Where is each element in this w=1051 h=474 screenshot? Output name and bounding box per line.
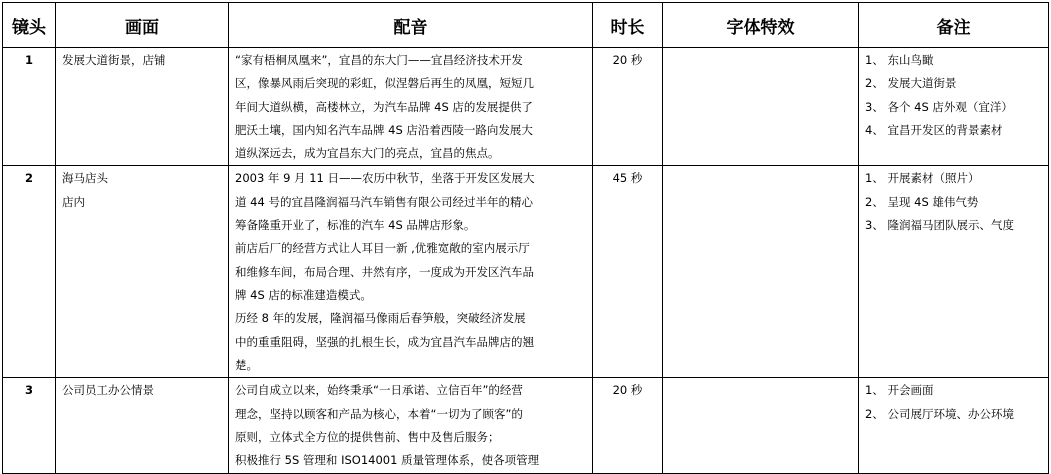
voiceover-line: 楚。 [235, 357, 258, 372]
duration-value: 20 秒 [612, 53, 643, 67]
voiceover-line: 道 44 号的宜昌隆润福马汽车销售有限公司经过半年的精心 [235, 194, 533, 209]
storyboard-table [2, 2, 1049, 474]
table-row [3, 48, 1049, 166]
voiceover-cell [229, 166, 593, 378]
voiceover-line: 年间大道纵横，高楼林立，为汽车品牌 4S 店的发展提供了 [235, 99, 533, 114]
voiceover-line: 公司自成立以来，始终秉承“一日承诺、立信百年”的经营 [235, 383, 523, 398]
header-duration: 时长 [593, 3, 663, 48]
duration-value: 45 秒 [612, 171, 643, 186]
font-effects-value [669, 379, 852, 402]
scene-line: 海马店头 [62, 171, 108, 186]
voiceover-line: 和维修车间，布局合理、井然有序，一度成为开发区汽车品 [235, 264, 534, 279]
voiceover-cell [229, 378, 593, 474]
note-item: 3、 隆润福马团队展示、气度 [865, 218, 1014, 233]
shot-number: 3 [24, 383, 33, 398]
scene-cell [56, 378, 229, 474]
voiceover-cell [229, 48, 593, 166]
note-item: 2、 呈现 4S 雄伟气势 [865, 194, 979, 209]
notes-cell [859, 378, 1049, 474]
note-item: 1、 东山鸟瞰 [865, 53, 934, 67]
voiceover-line: 筹备隆重开业了，标准的汽车 4S 品牌店形象。 [235, 218, 476, 233]
note-item: 3、 各个 4S 店外观（宜洋） [865, 99, 1013, 114]
header-scene: 画面 [56, 3, 229, 48]
shot-number: 2 [24, 171, 33, 186]
shot-number-cell [3, 378, 56, 474]
scene-cell [56, 48, 229, 166]
voiceover-line: 历经 8 年的发展，隆润福马像雨后春笋般，突破经济发展 [235, 311, 526, 326]
duration-cell [593, 378, 663, 474]
note-item: 2、 公司展厅环境、办公环境 [865, 406, 1014, 421]
shot-number-cell [3, 166, 56, 378]
voiceover-line: 区，像暴风雨后突现的彩虹，似涅磐后再生的凤凰，短短几 [235, 76, 534, 91]
voiceover-line: 中的重重阻碍，坚强的扎根生长，成为宜昌汽车品牌店的翘 [235, 334, 534, 349]
notes-cell [859, 48, 1049, 166]
duration-cell [593, 48, 663, 166]
shot-number-cell [3, 48, 56, 166]
font-effects-cell [663, 166, 859, 378]
header-shot: 镜头 [3, 3, 56, 48]
note-item: 1、 开展素材（照片） [865, 171, 980, 186]
font-effects-cell [663, 48, 859, 166]
header-notes: 备注 [859, 3, 1049, 48]
voiceover-line: 积极推行 5S 管理和 ISO14001 质量管理体系，使各项管理 [235, 453, 540, 468]
notes-cell [859, 166, 1049, 378]
shot-number: 1 [24, 53, 33, 67]
scene-cell [56, 166, 229, 378]
duration-cell [593, 166, 663, 378]
header-row [3, 3, 1049, 48]
voiceover-line: 2003 年 9 月 11 日——农历中秋节，坐落于开发区发展大 [235, 171, 535, 186]
font-effects-cell [663, 378, 859, 474]
scene-line: 发展大道街景，店铺 [62, 53, 166, 67]
table-row [3, 378, 1049, 474]
voiceover-line: 前店后厂的经营方式让人耳目一新 ,优雅宽敞的室内展示厅 [235, 241, 530, 256]
note-item: 4、 宜昌开发区的背景素材 [865, 122, 1003, 137]
scene-line: 公司员工办公情景 [62, 383, 154, 398]
note-item: 1、 开会画面 [865, 383, 934, 398]
header-font-effects: 字体特效 [663, 3, 859, 48]
header-voiceover: 配音 [229, 3, 593, 48]
font-effects-value [669, 49, 852, 72]
voiceover-line: 肥沃土壤，国内知名汽车品牌 4S 店沿着西陵一路向发展大 [235, 122, 533, 137]
note-item: 2、 发展大道街景 [865, 76, 957, 91]
voiceover-line: 理念，坚持以顾客和产品为核心，本着“一切为了顾客”的 [235, 406, 523, 421]
scene-line: 店内 [62, 194, 85, 209]
font-effects-value [669, 167, 852, 190]
duration-value: 20 秒 [612, 383, 643, 398]
voiceover-line: 原则，立体式全方位的提供售前、售中及售后服务； [235, 430, 500, 445]
voiceover-line: 牌 4S 店的标准建造模式。 [235, 287, 372, 302]
voiceover-line: “家有梧桐凤凰来”，宜昌的东大门——宜昌经济技术开发 [235, 53, 523, 67]
table-row [3, 166, 1049, 378]
voiceover-line: 道纵深远去，成为宜昌东大门的亮点，宜昌的焦点。 [235, 146, 500, 161]
